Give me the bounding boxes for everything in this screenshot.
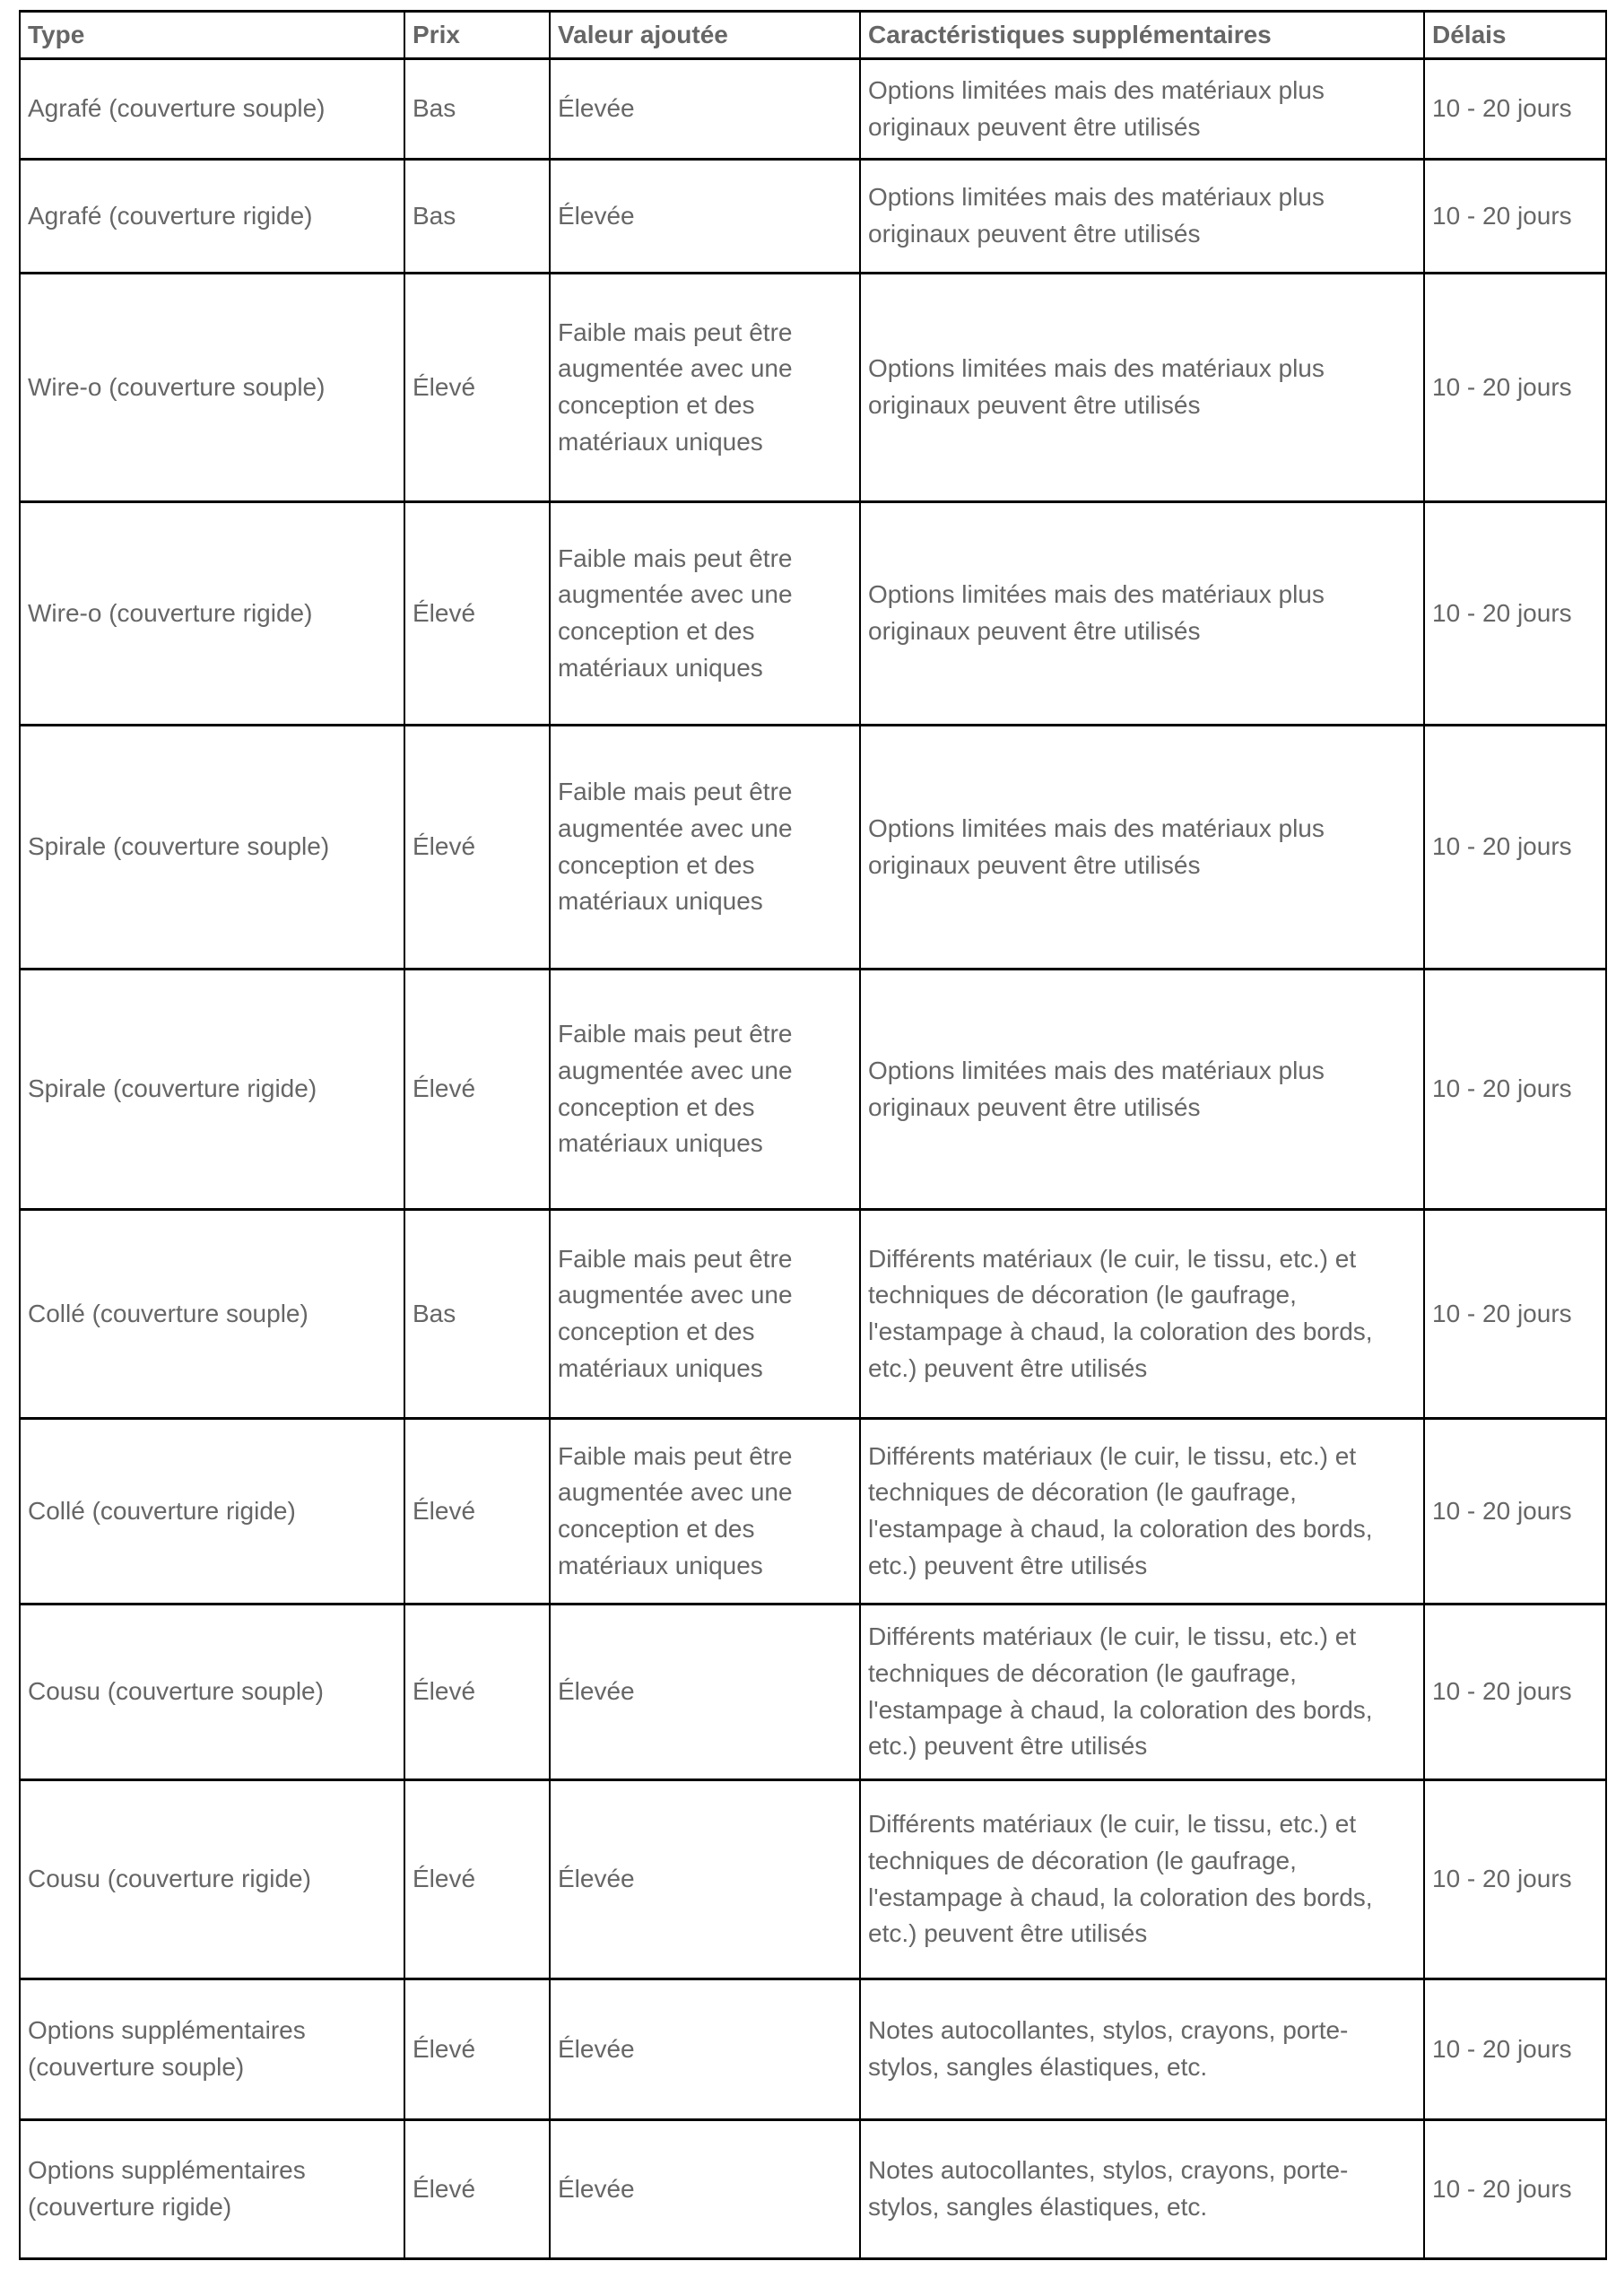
cell-type: Spirale (couverture rigide) — [20, 970, 404, 1210]
table-row — [20, 59, 1606, 160]
cell-prix: Élevé — [404, 1780, 550, 1979]
cell-valeur-ajoutee: Élevée — [550, 59, 860, 160]
cell-type: Collé (couverture souple) — [20, 1210, 404, 1419]
cell-delais: 10 - 20 jours — [1424, 970, 1606, 1210]
table-row — [20, 1605, 1606, 1780]
header-caracteristiques: Caractéristiques supplémentaires — [860, 12, 1424, 59]
cell-delais: 10 - 20 jours — [1424, 274, 1606, 502]
cell-type: Wire-o (couverture rigide) — [20, 502, 404, 726]
cell-valeur-ajoutee: Faible mais peut être augmentée avec une conception et des matériaux uniques — [550, 502, 860, 726]
cell-valeur-ajoutee: Élevée — [550, 1780, 860, 1979]
cell-valeur-ajoutee: Élevée — [550, 160, 860, 274]
table-row — [20, 1210, 1606, 1419]
header-prix: Prix — [404, 12, 550, 59]
cell-type: Agrafé (couverture rigide) — [20, 160, 404, 274]
cell-delais: 10 - 20 jours — [1424, 502, 1606, 726]
cell-delais: 10 - 20 jours — [1424, 1780, 1606, 1979]
binding-comparison-table-wrap — [19, 10, 1607, 2260]
cell-type: Agrafé (couverture souple) — [20, 59, 404, 160]
cell-caracteristiques: Options limitées mais des matériaux plus originaux peuvent être utilisés — [860, 970, 1424, 1210]
cell-delais: 10 - 20 jours — [1424, 160, 1606, 274]
header-valeur-ajoutee: Valeur ajoutée — [550, 12, 860, 59]
cell-type: Collé (couverture rigide) — [20, 1419, 404, 1605]
cell-caracteristiques: Notes autocollantes, stylos, crayons, porte-stylos, sangles élastiques, etc. — [860, 2120, 1424, 2259]
table-row — [20, 970, 1606, 1210]
cell-type: Wire-o (couverture souple) — [20, 274, 404, 502]
cell-prix: Élevé — [404, 1605, 550, 1780]
cell-delais: 10 - 20 jours — [1424, 59, 1606, 160]
cell-valeur-ajoutee: Faible mais peut être augmentée avec une conception et des matériaux uniques — [550, 1210, 860, 1419]
cell-delais: 10 - 20 jours — [1424, 2120, 1606, 2259]
cell-prix: Élevé — [404, 1979, 550, 2120]
table-row — [20, 1780, 1606, 1979]
cell-valeur-ajoutee: Faible mais peut être augmentée avec une conception et des matériaux uniques — [550, 1419, 860, 1605]
cell-prix: Élevé — [404, 726, 550, 970]
cell-caracteristiques: Notes autocollantes, stylos, crayons, porte-stylos, sangles élastiques, etc. — [860, 1979, 1424, 2120]
header-row — [20, 12, 1606, 59]
cell-valeur-ajoutee: Élevée — [550, 2120, 860, 2259]
cell-prix: Élevé — [404, 1419, 550, 1605]
cell-prix: Élevé — [404, 2120, 550, 2259]
cell-valeur-ajoutee: Faible mais peut être augmentée avec une conception et des matériaux uniques — [550, 274, 860, 502]
cell-type: Spirale (couverture souple) — [20, 726, 404, 970]
table-row — [20, 1419, 1606, 1605]
header-type: Type — [20, 12, 404, 59]
cell-caracteristiques: Options limitées mais des matériaux plus originaux peuvent être utilisés — [860, 502, 1424, 726]
cell-caracteristiques: Différents matériaux (le cuir, le tissu, etc.) et techniques de décoration (le gaufrage, l'estampage à chaud, la coloration des bords, etc.) peuvent être utilisés — [860, 1210, 1424, 1419]
cell-caracteristiques: Options limitées mais des matériaux plus originaux peuvent être utilisés — [860, 59, 1424, 160]
cell-prix: Bas — [404, 59, 550, 160]
cell-delais: 10 - 20 jours — [1424, 1419, 1606, 1605]
cell-delais: 10 - 20 jours — [1424, 1979, 1606, 2120]
cell-caracteristiques: Options limitées mais des matériaux plus originaux peuvent être utilisés — [860, 160, 1424, 274]
cell-valeur-ajoutee: Faible mais peut être augmentée avec une conception et des matériaux uniques — [550, 726, 860, 970]
cell-delais: 10 - 20 jours — [1424, 726, 1606, 970]
table-row — [20, 160, 1606, 274]
cell-type: Cousu (couverture rigide) — [20, 1780, 404, 1979]
cell-valeur-ajoutee: Élevée — [550, 1605, 860, 1780]
cell-type: Options supplémentaires (couverture rigide) — [20, 2120, 404, 2259]
cell-valeur-ajoutee: Élevée — [550, 1979, 860, 2120]
cell-type: Cousu (couverture souple) — [20, 1605, 404, 1780]
cell-caracteristiques: Options limitées mais des matériaux plus originaux peuvent être utilisés — [860, 726, 1424, 970]
cell-prix: Élevé — [404, 502, 550, 726]
cell-delais: 10 - 20 jours — [1424, 1605, 1606, 1780]
cell-prix: Bas — [404, 1210, 550, 1419]
table-row — [20, 726, 1606, 970]
table-row — [20, 1979, 1606, 2120]
cell-type: Options supplémentaires (couverture souple) — [20, 1979, 404, 2120]
cell-delais: 10 - 20 jours — [1424, 1210, 1606, 1419]
cell-valeur-ajoutee: Faible mais peut être augmentée avec une conception et des matériaux uniques — [550, 970, 860, 1210]
header-delais: Délais — [1424, 12, 1606, 59]
cell-caracteristiques: Différents matériaux (le cuir, le tissu, etc.) et techniques de décoration (le gaufrage, l'estampage à chaud, la coloration des bords, etc.) peuvent être utilisés — [860, 1419, 1424, 1605]
cell-prix: Bas — [404, 160, 550, 274]
cell-prix: Élevé — [404, 970, 550, 1210]
cell-caracteristiques: Différents matériaux (le cuir, le tissu, etc.) et techniques de décoration (le gaufrage, l'estampage à chaud, la coloration des bords, etc.) peuvent être utilisés — [860, 1605, 1424, 1780]
table-row — [20, 2120, 1606, 2259]
table-row — [20, 274, 1606, 502]
cell-caracteristiques: Différents matériaux (le cuir, le tissu, etc.) et techniques de décoration (le gaufrage, l'estampage à chaud, la coloration des bords, etc.) peuvent être utilisés — [860, 1780, 1424, 1979]
cell-prix: Élevé — [404, 274, 550, 502]
cell-caracteristiques: Options limitées mais des matériaux plus originaux peuvent être utilisés — [860, 274, 1424, 502]
table-row — [20, 502, 1606, 726]
binding-comparison-table — [19, 10, 1607, 2260]
